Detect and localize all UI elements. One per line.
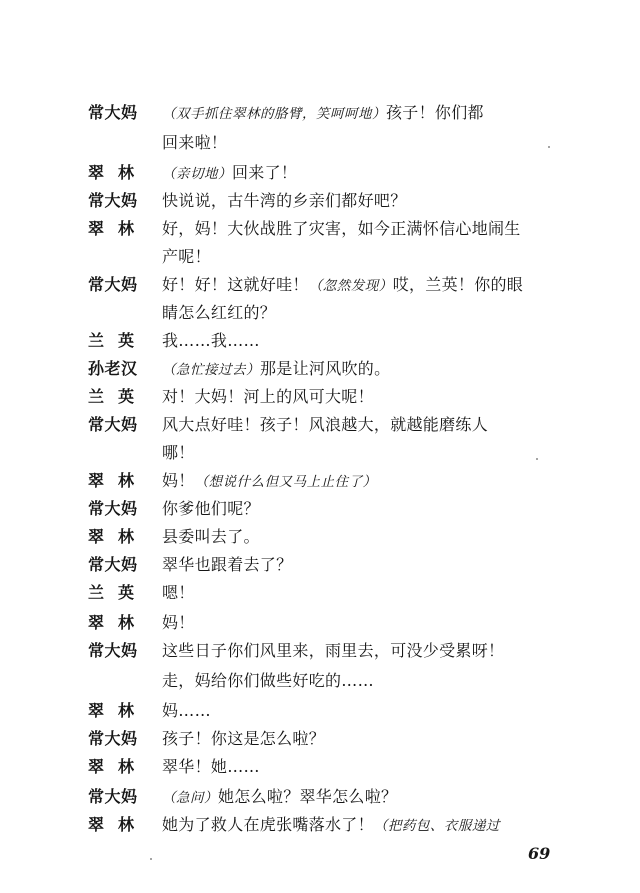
spoken-text: 翠华也跟着去了？ — [162, 555, 293, 574]
stage-direction: （急问） — [162, 790, 218, 806]
dialogue-line — [0, 358, 640, 388]
scan-speck — [548, 146, 550, 148]
dialogue-line — [0, 470, 640, 500]
spoken-text: 好！好！这就好哇！ — [162, 275, 309, 294]
dialogue-line — [0, 190, 640, 220]
dialogue-continuation — [0, 670, 640, 700]
dialogue-text — [162, 526, 582, 548]
dialogue-text — [162, 554, 582, 576]
dialogue-text — [162, 218, 582, 240]
dialogue-line — [0, 786, 640, 816]
speaker-name: 翠林 — [88, 815, 149, 834]
scan-speck — [536, 458, 538, 460]
speaker-name: 翠林 — [88, 163, 149, 182]
dialogue-text — [162, 814, 582, 837]
spoken-text: 孩子！你这是怎么啦？ — [162, 729, 326, 748]
dialogue-line — [0, 612, 640, 642]
speaker-name: 兰英 — [88, 387, 149, 406]
spoken-text: 妈…… — [162, 701, 211, 720]
dialogue-line — [0, 700, 640, 730]
dialogue-text — [162, 700, 582, 722]
dialogue-text — [162, 190, 582, 212]
speaker-name: 常大妈 — [88, 103, 138, 122]
spoken-text: 嗯！ — [162, 583, 195, 602]
speaker-name: 常大妈 — [88, 641, 138, 660]
stage-direction: （双手抓住翠林的胳臂，笑呵呵地） — [162, 106, 386, 122]
dialogue-text — [162, 786, 582, 809]
dialogue-text — [162, 612, 582, 634]
spoken-text: 回来啦！ — [162, 133, 228, 152]
speaker-name: 翠林 — [88, 757, 149, 776]
speaker-name: 兰英 — [88, 331, 149, 350]
spoken-text: 你爹他们呢？ — [162, 499, 260, 518]
dialogue-text — [162, 498, 582, 520]
speaker-name: 翠林 — [88, 701, 149, 720]
speaker-name: 兰英 — [88, 583, 149, 602]
spoken-text: 好，妈！大伙战胜了灾害，如今正满怀信心地闹生 — [162, 219, 521, 238]
dialogue-text — [162, 414, 582, 436]
spoken-text: 走，妈给你们做些好吃的…… — [162, 671, 374, 690]
dialogue-line — [0, 218, 640, 248]
dialogue-text — [162, 582, 582, 604]
dialogue-text — [162, 386, 582, 408]
dialogue-line — [0, 756, 640, 786]
speaker-name: 孙老汉 — [88, 359, 138, 378]
spoken-text: 回来了！ — [232, 163, 298, 182]
spoken-text: 对！大妈！河上的风可大呢！ — [162, 387, 374, 406]
scan-speck — [150, 858, 152, 860]
dialogue-line — [0, 274, 640, 304]
dialogue-line — [0, 728, 640, 758]
dialogue-continuation — [0, 302, 640, 332]
speaker-name: 常大妈 — [88, 787, 138, 806]
dialogue-line — [0, 640, 640, 670]
dialogue-text — [162, 728, 582, 750]
spoken-text: 她怎么啦？翠华怎么啦？ — [218, 787, 398, 806]
dialogue-text — [162, 470, 582, 493]
stage-direction: （急忙接过去） — [162, 362, 260, 378]
dialogue-continuation — [0, 246, 640, 276]
spoken-text: 产呢！ — [162, 247, 211, 266]
speaker-name: 翠林 — [88, 527, 149, 546]
speaker-name: 常大妈 — [88, 729, 138, 748]
spoken-text: 睛怎么红红的？ — [162, 303, 277, 322]
dialogue-text — [162, 132, 582, 154]
spoken-text: 快说说，古牛湾的乡亲们都好吧？ — [162, 191, 407, 210]
speaker-name: 常大妈 — [88, 555, 138, 574]
dialogue-text — [162, 162, 582, 185]
stage-direction: （把药包、衣服递过 — [373, 818, 500, 834]
spoken-text: 那是让河风吹的。 — [260, 359, 391, 378]
dialogue-text — [162, 302, 582, 324]
dialogue-text — [162, 102, 582, 125]
dialogue-line — [0, 554, 640, 584]
dialogue-continuation — [0, 132, 640, 162]
stage-direction: （忽然发现） — [308, 278, 393, 294]
spoken-text: 翠华！她…… — [162, 757, 260, 776]
dialogue-text — [162, 442, 582, 464]
dialogue-text — [162, 358, 582, 381]
dialogue-line — [0, 582, 640, 612]
speaker-name: 翠林 — [88, 613, 149, 632]
dialogue-line — [0, 102, 640, 132]
dialogue-text — [162, 330, 582, 352]
spoken-text: 哎，兰英！你的眼 — [392, 275, 524, 294]
spoken-text: 哪！ — [162, 443, 195, 462]
speaker-name: 常大妈 — [88, 415, 138, 434]
speaker-name: 翠林 — [88, 471, 149, 490]
dialogue-line — [0, 330, 640, 360]
dialogue-continuation — [0, 442, 640, 472]
dialogue-text — [162, 670, 582, 692]
dialogue-line — [0, 162, 640, 192]
dialogue-line — [0, 526, 640, 556]
page-number: 69 — [528, 844, 551, 863]
spoken-text: 这些日子你们风里来，雨里去，可没少受累呀！ — [162, 641, 505, 660]
stage-direction: （亲切地） — [162, 166, 232, 182]
dialogue-line — [0, 386, 640, 416]
spoken-text: 孩子！你们都 — [386, 103, 484, 122]
spoken-text: 她为了救人在虎张嘴落水了！ — [162, 815, 374, 834]
stage-direction: （想说什么但又马上止住了） — [194, 474, 377, 490]
dialogue-line — [0, 414, 640, 444]
speaker-name: 常大妈 — [88, 499, 138, 518]
speaker-name: 翠林 — [88, 219, 149, 238]
spoken-text: 妈！ — [162, 471, 195, 490]
dialogue-text — [162, 640, 582, 662]
dialogue-line — [0, 498, 640, 528]
dialogue-line — [0, 814, 640, 844]
dialogue-text — [162, 756, 582, 778]
speaker-name: 常大妈 — [88, 191, 138, 210]
spoken-text: 我……我…… — [162, 331, 260, 350]
dialogue-text — [162, 246, 582, 268]
dialogue-text — [162, 274, 582, 297]
spoken-text: 妈！ — [162, 613, 195, 632]
spoken-text: 风大点好哇！孩子！风浪越大，就越能磨练人 — [162, 415, 489, 434]
speaker-name: 常大妈 — [88, 275, 138, 294]
spoken-text: 县委叫去了。 — [162, 527, 260, 546]
